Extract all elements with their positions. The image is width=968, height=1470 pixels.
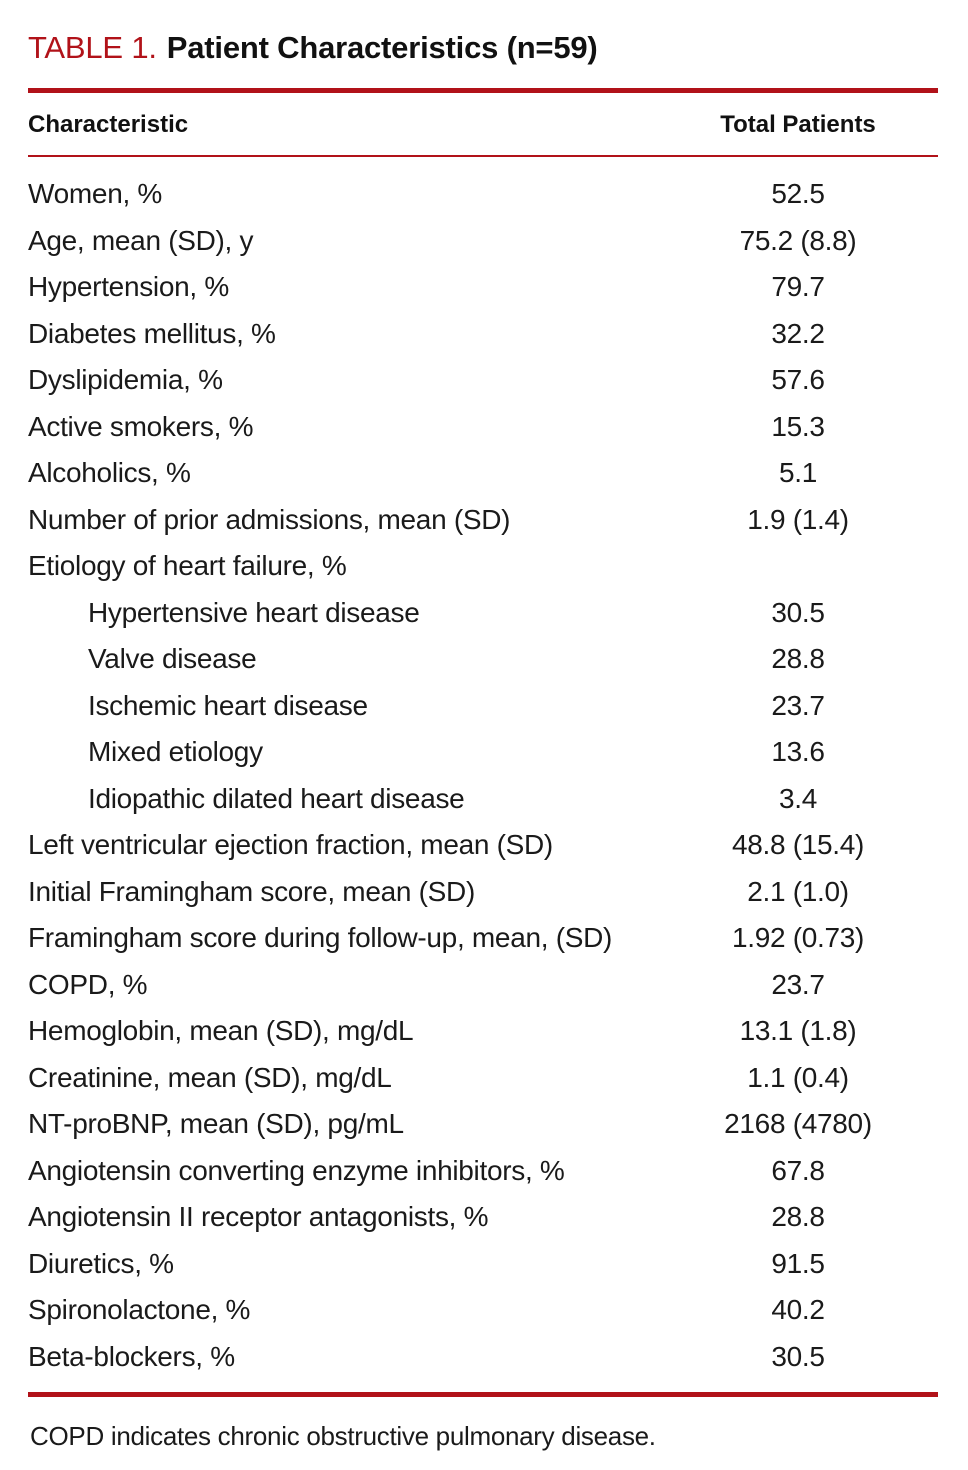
row-label: Etiology of heart failure, % bbox=[28, 550, 347, 581]
row-value: 3.4 bbox=[778, 782, 818, 814]
row-label: Spironolactone, % bbox=[28, 1294, 251, 1325]
row-value: 13.6 bbox=[771, 736, 825, 767]
row-label: Number of prior admissions, mean (SD) bbox=[28, 503, 511, 535]
table-row bbox=[28, 1008, 938, 1055]
row-label: Active smokers, % bbox=[28, 410, 254, 442]
table-row bbox=[28, 218, 938, 265]
table-row bbox=[28, 683, 938, 730]
row-label: NT-proBNP, mean (SD), pg/mL bbox=[28, 1108, 404, 1139]
row-value: 91.5 bbox=[771, 1247, 825, 1279]
table-row bbox=[28, 1055, 938, 1102]
table-row bbox=[28, 776, 938, 823]
row-label: Mixed etiology bbox=[88, 736, 263, 767]
table-row bbox=[28, 822, 938, 869]
row-label: Women, % bbox=[28, 178, 163, 209]
table-row bbox=[28, 962, 938, 1009]
table-row bbox=[28, 404, 938, 451]
row-value: 1.1 (0.4) bbox=[747, 1061, 849, 1093]
row-value: 32.2 bbox=[771, 317, 825, 349]
table-row bbox=[28, 1334, 938, 1381]
row-value: 40.2 bbox=[771, 1294, 825, 1325]
table-header-row bbox=[28, 93, 938, 155]
table-row bbox=[28, 590, 938, 637]
row-value: 48.8 (15.4) bbox=[731, 829, 865, 860]
row-label: Framingham score during follow-up, mean, (SD) bbox=[28, 922, 613, 953]
row-value: 52.5 bbox=[771, 178, 825, 209]
table-row bbox=[28, 543, 938, 590]
row-value: 28.8 bbox=[771, 643, 825, 674]
row-label: Hemoglobin, mean (SD), mg/dL bbox=[28, 1015, 414, 1046]
row-value: 67.8 bbox=[771, 1154, 825, 1186]
table-number-label: TABLE 1. bbox=[28, 30, 157, 65]
row-label: Creatinine, mean (SD), mg/dL bbox=[28, 1061, 392, 1093]
table-row bbox=[28, 1287, 938, 1334]
row-value: 1.9 (1.4) bbox=[747, 503, 849, 535]
table-body bbox=[28, 157, 938, 1392]
row-value: 23.7 bbox=[771, 689, 825, 721]
row-label: Hypertensive heart disease bbox=[88, 596, 420, 628]
row-value: 1.92 (0.73) bbox=[731, 922, 865, 953]
row-value: 13.1 (1.8) bbox=[739, 1015, 857, 1046]
row-label: Valve disease bbox=[88, 643, 257, 674]
row-label: Age, mean (SD), y bbox=[28, 224, 254, 256]
row-label: COPD, % bbox=[28, 968, 148, 1000]
row-value: 30.5 bbox=[771, 596, 825, 628]
table-row bbox=[28, 171, 938, 218]
row-value: 57.6 bbox=[771, 364, 825, 395]
table-row bbox=[28, 636, 938, 683]
table-caption: Patient Characteristics (n=59) bbox=[166, 30, 598, 65]
table-title bbox=[28, 30, 938, 66]
row-label: Idiopathic dilated heart disease bbox=[88, 782, 465, 814]
row-label: Diuretics, % bbox=[28, 1247, 174, 1279]
row-value: 30.5 bbox=[771, 1340, 825, 1372]
table-row bbox=[28, 869, 938, 916]
table-row bbox=[28, 311, 938, 358]
table-row bbox=[28, 1148, 938, 1195]
row-label: Initial Framingham score, mean (SD) bbox=[28, 875, 475, 907]
row-value: 5.1 bbox=[778, 457, 818, 488]
table-row bbox=[28, 497, 938, 544]
row-label: Ischemic heart disease bbox=[88, 689, 368, 721]
row-label: Dyslipidemia, % bbox=[28, 364, 223, 395]
column-header-characteristic: Characteristic bbox=[28, 111, 189, 138]
row-value: 79.7 bbox=[771, 271, 825, 302]
row-label: Angiotensin II receptor antagonists, % bbox=[28, 1201, 489, 1232]
row-label: Diabetes mellitus, % bbox=[28, 317, 276, 349]
row-value: 2168 (4780) bbox=[724, 1108, 872, 1139]
row-value: 23.7 bbox=[771, 968, 825, 1000]
table-row bbox=[28, 264, 938, 311]
row-label: Angiotensin converting enzyme inhibitors, % bbox=[28, 1154, 565, 1186]
table-row bbox=[28, 1241, 938, 1288]
row-value: 28.8 bbox=[771, 1201, 825, 1232]
row-label: Hypertension, % bbox=[28, 271, 229, 302]
row-value: 15.3 bbox=[771, 410, 825, 442]
row-label: Beta-blockers, % bbox=[28, 1340, 235, 1372]
column-header-total-patients: Total Patients bbox=[720, 111, 876, 138]
table-row bbox=[28, 357, 938, 404]
row-value: 2.1 (1.0) bbox=[747, 875, 849, 907]
table-row bbox=[28, 1194, 938, 1241]
table-row bbox=[28, 915, 938, 962]
table-row bbox=[28, 450, 938, 497]
row-label: Left ventricular ejection fraction, mean (SD) bbox=[28, 829, 553, 860]
row-value: 75.2 (8.8) bbox=[739, 224, 857, 256]
table-row bbox=[28, 1101, 938, 1148]
row-label: Alcoholics, % bbox=[28, 457, 191, 488]
table-footnote: COPD indicates chronic obstructive pulmonary disease. bbox=[30, 1421, 656, 1451]
table-row bbox=[28, 729, 938, 776]
